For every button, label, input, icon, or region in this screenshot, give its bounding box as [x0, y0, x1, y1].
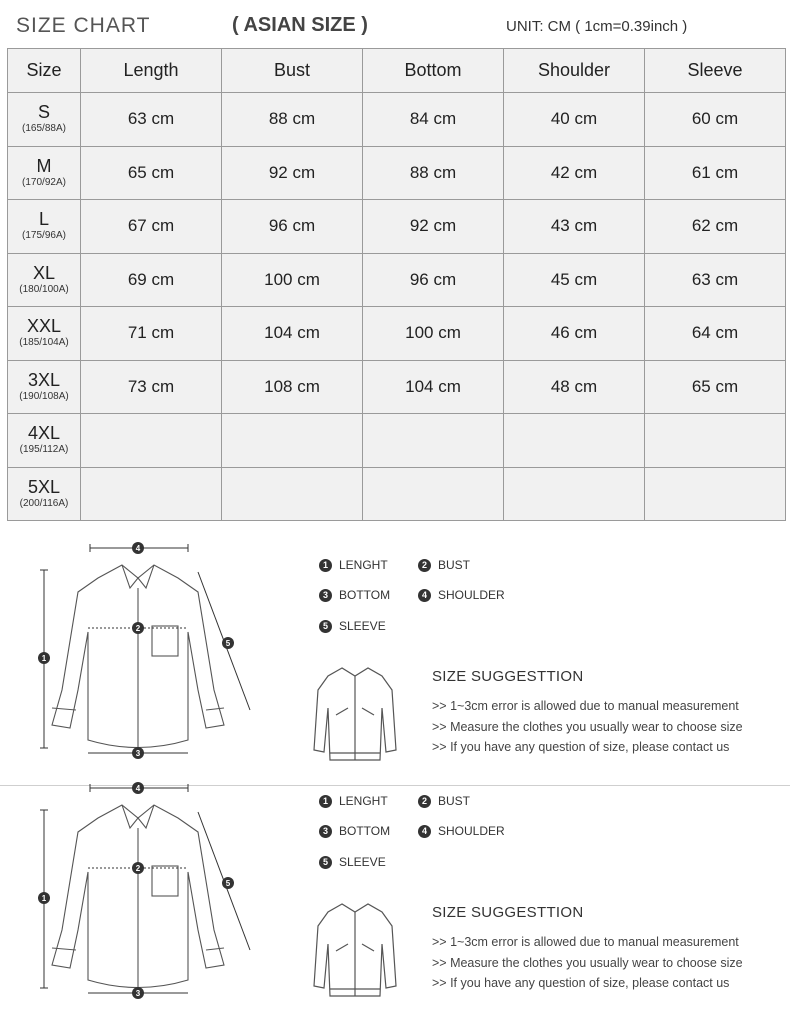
size-label: 4XL	[27, 423, 61, 444]
marker-3-label: 3	[135, 749, 141, 758]
size-label: S	[37, 102, 50, 123]
shirt-measurement-diagram	[30, 780, 260, 1020]
shoulder-cell: 40 cm	[504, 93, 645, 147]
size-table	[7, 48, 786, 521]
number-1-icon: 1	[319, 559, 332, 572]
table-row	[8, 200, 786, 254]
asian-size-label: ( ASIAN SIZE )	[232, 14, 368, 36]
bust-cell	[222, 414, 363, 468]
bust-cell: 88 cm	[222, 93, 363, 147]
number-2-icon: 2	[418, 795, 431, 808]
table-row	[8, 146, 786, 200]
table-header-row	[8, 49, 786, 93]
sleeve-cell: 63 cm	[645, 253, 786, 307]
shoulder-cell	[504, 414, 645, 468]
shoulder-cell: 48 cm	[504, 360, 645, 414]
size-label: 5XL	[27, 476, 61, 497]
legend-sleeve: 5 SLEEVE	[319, 619, 386, 633]
size-sub-label: (165/88A)	[22, 123, 66, 135]
size-label: XL	[32, 262, 56, 283]
col-header-shoulder: Shoulder	[504, 49, 645, 93]
sleeve-cell: 65 cm	[645, 360, 786, 414]
shoulder-cell: 43 cm	[504, 200, 645, 254]
legend-sleeve: 5 SLEEVE	[319, 855, 386, 869]
size-cell	[8, 146, 81, 200]
marker-4-label: 4	[135, 784, 141, 793]
marker-1-label: 1	[41, 654, 47, 663]
bottom-cell: 92 cm	[363, 200, 504, 254]
length-cell	[81, 414, 222, 468]
sleeve-cell	[645, 467, 786, 521]
bottom-cell	[363, 414, 504, 468]
marker-4-label: 4	[135, 544, 141, 553]
bust-cell	[222, 467, 363, 521]
shirt-measurement-diagram	[30, 540, 260, 780]
suggestion-line-2: >> Measure the clothes you usually wear to choose size	[432, 720, 743, 734]
size-label: M	[36, 155, 52, 176]
size-cell	[8, 307, 81, 361]
size-label: 3XL	[27, 369, 61, 390]
shoulder-cell	[504, 467, 645, 521]
col-header-size: Size	[8, 49, 81, 93]
legend-bottom: 3 BOTTOM	[319, 824, 390, 838]
bottom-cell: 100 cm	[363, 307, 504, 361]
size-suggestion-title: SIZE SUGGESTTION	[432, 668, 584, 685]
table-row	[8, 253, 786, 307]
sleeve-cell: 61 cm	[645, 146, 786, 200]
size-sub-label: (190/108A)	[19, 390, 69, 402]
length-cell: 69 cm	[81, 253, 222, 307]
size-cell	[8, 253, 81, 307]
marker-5-label: 5	[225, 879, 231, 888]
number-1-icon: 1	[319, 795, 332, 808]
sleeve-cell: 60 cm	[645, 93, 786, 147]
bottom-cell: 104 cm	[363, 360, 504, 414]
length-cell: 67 cm	[81, 200, 222, 254]
size-chart-title: SIZE CHART	[16, 14, 151, 37]
bottom-cell: 96 cm	[363, 253, 504, 307]
header	[0, 0, 790, 48]
size-cell	[8, 414, 81, 468]
number-4-icon: 4	[418, 825, 431, 838]
size-sub-label: (200/116A)	[19, 497, 69, 509]
table-row	[8, 307, 786, 361]
size-sub-label: (170/92A)	[22, 176, 66, 188]
shoulder-cell: 42 cm	[504, 146, 645, 200]
suggestion-line-2: >> Measure the clothes you usually wear to choose size	[432, 956, 743, 970]
marker-3-label: 3	[135, 989, 141, 998]
number-5-icon: 5	[319, 620, 332, 633]
size-cell	[8, 93, 81, 147]
size-sub-label: (185/104A)	[19, 337, 69, 349]
legend-shoulder: 4 SHOULDER	[418, 588, 505, 602]
table-row	[8, 467, 786, 521]
length-cell: 71 cm	[81, 307, 222, 361]
table-row	[8, 93, 786, 147]
size-cell	[8, 467, 81, 521]
table-row	[8, 414, 786, 468]
legend-bottom: 3 BOTTOM	[319, 588, 390, 602]
size-cell	[8, 360, 81, 414]
bust-cell: 100 cm	[222, 253, 363, 307]
sleeve-cell: 64 cm	[645, 307, 786, 361]
length-cell: 65 cm	[81, 146, 222, 200]
legend-shoulder: 4 SHOULDER	[418, 824, 505, 838]
legend-bust: 2 BUST	[418, 794, 470, 808]
bust-cell: 108 cm	[222, 360, 363, 414]
col-header-length: Length	[81, 49, 222, 93]
col-header-bottom: Bottom	[363, 49, 504, 93]
jacket-icon	[310, 896, 400, 1006]
bottom-cell: 84 cm	[363, 93, 504, 147]
marker-2-label: 2	[135, 864, 141, 873]
bust-cell: 92 cm	[222, 146, 363, 200]
marker-2-label: 2	[135, 624, 141, 633]
legend-bust: 2 BUST	[418, 558, 470, 572]
number-2-icon: 2	[418, 559, 431, 572]
bust-cell: 104 cm	[222, 307, 363, 361]
legend-length: 1 LENGHT	[319, 558, 388, 572]
suggestion-line-3: >> If you have any question of size, please contact us	[432, 976, 730, 990]
number-3-icon: 3	[319, 825, 332, 838]
size-cell	[8, 200, 81, 254]
length-cell: 73 cm	[81, 360, 222, 414]
measurement-guide-panel	[0, 780, 790, 1020]
table-row	[8, 360, 786, 414]
number-4-icon: 4	[418, 589, 431, 602]
size-sub-label: (195/112A)	[19, 444, 69, 456]
suggestion-line-1: >> 1~3cm error is allowed due to manual measurement	[432, 935, 739, 949]
size-suggestion-title: SIZE SUGGESTTION	[432, 904, 584, 921]
col-header-sleeve: Sleeve	[645, 49, 786, 93]
suggestion-line-1: >> 1~3cm error is allowed due to manual measurement	[432, 699, 739, 713]
legend-length: 1 LENGHT	[319, 794, 388, 808]
bust-cell: 96 cm	[222, 200, 363, 254]
suggestion-line-3: >> If you have any question of size, please contact us	[432, 740, 730, 754]
measurement-guide-panel	[0, 540, 790, 780]
marker-5-label: 5	[225, 639, 231, 648]
size-label: XXL	[26, 316, 62, 337]
length-cell: 63 cm	[81, 93, 222, 147]
bottom-cell	[363, 467, 504, 521]
length-cell	[81, 467, 222, 521]
bottom-cell: 88 cm	[363, 146, 504, 200]
marker-1-label: 1	[41, 894, 47, 903]
number-3-icon: 3	[319, 589, 332, 602]
size-sub-label: (175/96A)	[22, 230, 66, 242]
sleeve-cell: 62 cm	[645, 200, 786, 254]
jacket-icon	[310, 660, 400, 770]
size-label: L	[38, 209, 49, 230]
number-5-icon: 5	[319, 856, 332, 869]
sleeve-cell	[645, 414, 786, 468]
size-sub-label: (180/100A)	[19, 283, 69, 295]
col-header-bust: Bust	[222, 49, 363, 93]
unit-label: UNIT: CM ( 1cm=0.39inch )	[506, 18, 688, 35]
shoulder-cell: 45 cm	[504, 253, 645, 307]
shoulder-cell: 46 cm	[504, 307, 645, 361]
